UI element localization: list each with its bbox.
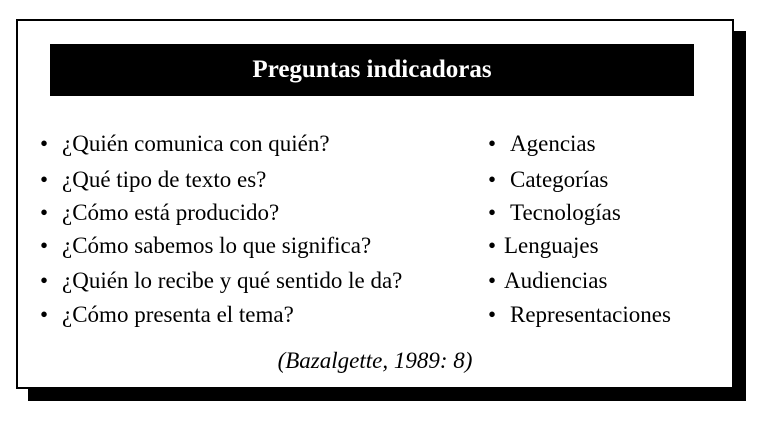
- list-item: • ¿Qué tipo de texto es?: [40, 167, 267, 192]
- bullet-icon: •: [488, 268, 497, 293]
- list-item: • Categorías: [488, 167, 609, 192]
- list-item: • ¿Quién comunica con quién?: [40, 131, 330, 156]
- bullet-icon: •: [488, 131, 497, 156]
- bullet-icon: •: [40, 200, 49, 225]
- list-item: • ¿Cómo está producido?: [40, 200, 280, 225]
- list-item: • ¿Cómo sabemos lo que significa?: [40, 233, 372, 258]
- bullet-icon: •: [40, 131, 49, 156]
- list-item: • Representaciones: [488, 302, 671, 327]
- questions-card: [16, 19, 734, 389]
- bullet-icon: •: [40, 233, 49, 258]
- citation: (Bazalgette, 1989: 8): [277, 348, 473, 373]
- card-title: Preguntas indicadoras: [252, 56, 492, 83]
- list-item: • Audiencias: [488, 268, 608, 293]
- bullet-icon: •: [488, 233, 497, 258]
- bullet-icon: •: [40, 302, 49, 327]
- list-item: • Lenguajes: [488, 233, 599, 258]
- bullet-icon: •: [488, 167, 497, 192]
- list-item: • ¿Quién lo recibe y qué sentido le da?: [40, 268, 403, 293]
- bullet-icon: •: [40, 167, 49, 192]
- bullet-icon: •: [488, 302, 497, 327]
- list-item: • Agencias: [488, 131, 596, 156]
- bullet-icon: •: [488, 200, 497, 225]
- bullet-icon: •: [40, 268, 49, 293]
- list-item: • Tecnologías: [488, 200, 621, 225]
- card-header: [50, 44, 694, 96]
- list-item: • ¿Cómo presenta el tema?: [40, 302, 294, 327]
